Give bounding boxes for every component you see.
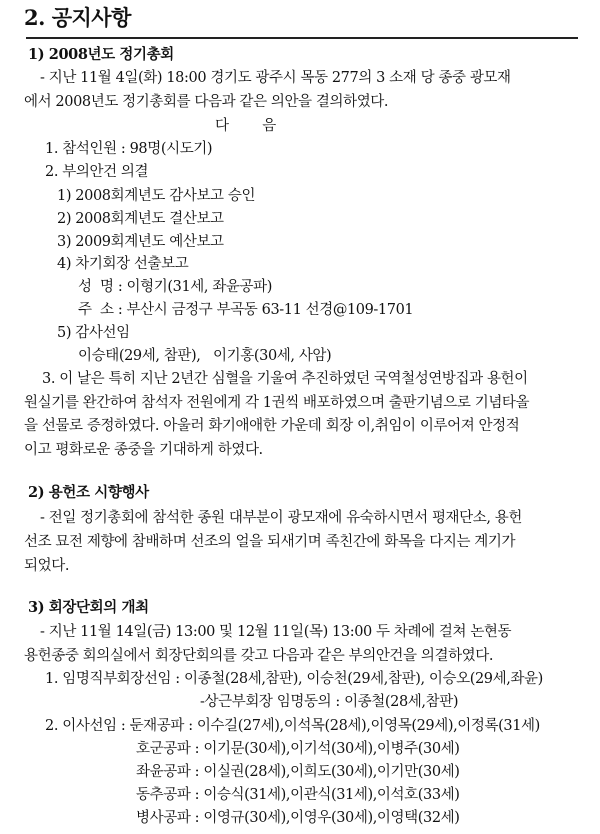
list-item: 주 소 : 부산시 금정구 부곡동 63-11 선경@109-1701 (78, 302, 414, 318)
page-title: 2. 공지사항 (24, 5, 131, 30)
section-heading-3: 3) 회장단회의 개최 (28, 599, 149, 616)
paragraph-line: 3. 이 날은 특히 지난 2년간 심혈을 기울여 추진하였던 국역철성연방집과 용헌이 (42, 371, 528, 387)
list-item: 2. 부의안건 의결 (45, 164, 149, 180)
section-heading-1: 1) 2008년도 정기총회 (28, 46, 174, 63)
list-item: 4) 차기회장 선출보고 (57, 256, 189, 272)
paragraph-line: 을 선물로 증정하였다. 아울러 화기애애한 가운데 회장 이,취임이 이루어져 안정적 (24, 418, 520, 434)
list-item: 동추공파 : 이승식(31세),이관식(31세),이석호(33세) (136, 787, 460, 803)
paragraph-line: 선조 묘전 제향에 참배하며 선조의 얼을 되새기며 족친간에 화목을 다지는 계기가 (24, 534, 516, 550)
paragraph-line: 이고 평화로운 종중을 기대하게 하였다. (24, 442, 263, 458)
paragraph-line: - 지난 11월 4일(화) 18:00 경기도 광주시 목동 277의 3 소재 당 종중 광모재 (40, 70, 511, 86)
list-item: 3) 2009회계년도 예산보고 (57, 234, 224, 250)
paragraph-line: 에서 2008년도 정기총회를 다음과 같은 의안을 결의하였다. (24, 94, 389, 110)
list-item: 2) 2008회계년도 결산보고 (57, 211, 224, 227)
list-item: 5) 감사선임 (57, 325, 130, 341)
paragraph-line: - 지난 11월 14일(금) 13:00 및 12월 11일(목) 13:00 두 차례에 걸쳐 논현동 (40, 624, 512, 640)
list-item: 좌윤공파 : 이실권(28세),이희도(30세),이기만(30세) (136, 764, 460, 780)
paragraph-line: - 전일 정기총회에 참석한 종원 대부분이 광모재에 유숙하시면서 평재단소, 용헌 (40, 510, 523, 526)
list-item: 호군공파 : 이기문(30세),이기석(30세),이병주(30세) (136, 741, 460, 757)
list-item: 이승태(29세, 참판), 이기홍(30세, 사암) (78, 348, 332, 364)
section-heading-2: 2) 용헌조 시향행사 (28, 484, 149, 501)
list-item: 1. 임명직부회장선임 : 이종철(28세,참판), 이승천(29세,참판), 이승오(29세,좌윤) (45, 671, 543, 687)
list-item: 병사공파 : 이영규(30세),이영우(30세),이영택(32세) (136, 810, 460, 826)
paragraph-line: 되었다. (24, 558, 70, 574)
paragraph-line: 용헌종중 회의실에서 회장단회의를 갖고 다음과 같은 부의안건을 의결하였다. (24, 648, 494, 664)
list-item: 2. 이사선임 : 둔재공파 : 이수길(27세),이석목(28세),이영목(29세),이정록(31세) (45, 718, 540, 734)
paragraph-line: 원실기를 완간하여 참석자 전원에게 각 1권씩 배포하였으며 출판기념으로 기념타올 (24, 395, 530, 411)
list-item: 1. 참석인원 : 98명(시도기) (45, 141, 213, 157)
list-item: 1) 2008회계년도 감사보고 승인 (57, 188, 256, 204)
list-item: -상근부회장 임명동의 : 이종철(28세,참판) (200, 694, 459, 710)
title-underline (26, 37, 578, 39)
dacum-heading: 다 음 (215, 118, 276, 134)
list-item: 성 명 : 이형기(31세, 좌윤공파) (78, 279, 272, 295)
